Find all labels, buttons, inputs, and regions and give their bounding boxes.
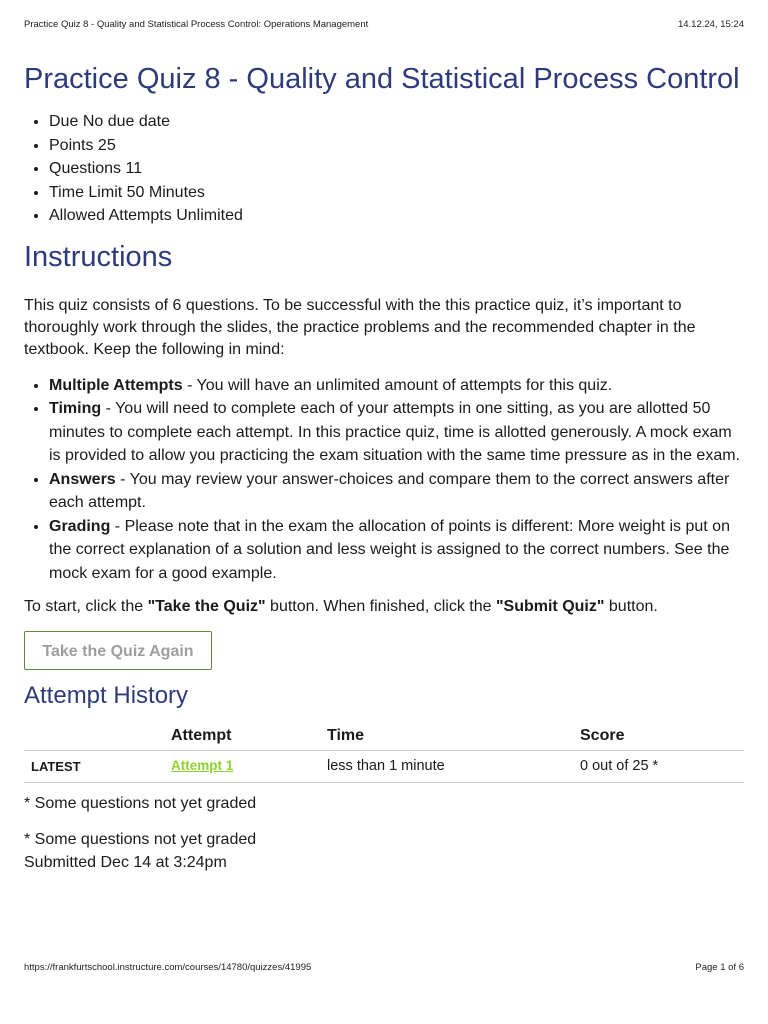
- instructions-intro: This quiz consists of 6 questions. To be successful with the this practice quiz, it’s important to thoroughly work through the slides, the practice problems and the recommended chapter in the textbook. Keep the following in mind:: [24, 296, 696, 358]
- attempt-1-link[interactable]: Attempt 1: [171, 758, 234, 773]
- submitted-timestamp: Submitted Dec 14 at 3:24pm: [24, 854, 227, 871]
- rule-answers: • Answers - You may review your answer-choices and compare them to the correct answers after each attempt.: [49, 468, 744, 515]
- attempt-history-table: [24, 721, 744, 783]
- attempt-score: 0 out of 25 *: [580, 751, 744, 783]
- column-header-tag: [24, 721, 171, 751]
- table-row: [24, 751, 744, 783]
- take-quiz-again-button[interactable]: Take the Quiz Again: [24, 631, 212, 670]
- column-header-attempt: Attempt: [171, 721, 327, 751]
- detail-points: • Points 25: [49, 134, 744, 158]
- submission-info: [24, 828, 744, 874]
- print-datetime: 14.12.24, 15:24: [677, 19, 744, 30]
- print-url: https://frankfurtschool.instructure.com/courses/14780/quizzes/41995: [24, 962, 312, 973]
- instructions-rules: [24, 374, 744, 586]
- rule-timing: • Timing - You will need to complete each of your attempts in one sitting, as you are allotted 50 minutes to complete each attempt. In this practice quiz, time is allotted generously. A mock exam is provided to allow you practicing the exam situation with the same time pressure as in the exam.: [49, 397, 744, 468]
- grading-note: * Some questions not yet graded: [24, 795, 257, 812]
- attempt-time: less than 1 minute: [327, 751, 580, 783]
- detail-due: • Due No due date: [49, 110, 744, 134]
- column-header-score: Score: [580, 721, 744, 751]
- table-header-row: [24, 721, 744, 751]
- detail-time-limit: • Time Limit 50 Minutes: [49, 181, 744, 205]
- detail-questions: • Questions 11: [49, 157, 744, 181]
- rule-grading: • Grading - Please note that in the exam the allocation of points is different: More weight is put on the correct explanation of a solution and less weight is assigned to the correct numbers. See the mock exam for a good example.: [49, 515, 744, 586]
- start-instructions: To start, click the "Take the Quiz" button. When finished, click the "Submit Quiz" button.: [24, 598, 658, 615]
- print-header: [24, 19, 744, 30]
- page-title: Practice Quiz 8 - Quality and Statistical Process Control: [24, 63, 740, 95]
- print-footer: [24, 962, 744, 973]
- detail-allowed-attempts: • Allowed Attempts Unlimited: [49, 204, 744, 228]
- latest-label: LATEST: [24, 751, 171, 783]
- rule-multiple-attempts: • Multiple Attempts - You will have an unlimited amount of attempts for this quiz.: [49, 374, 744, 398]
- print-doc-title: Practice Quiz 8 - Quality and Statistical Process Control: Operations Management: [24, 19, 369, 30]
- print-page-number: Page 1 of 6: [695, 962, 744, 973]
- main-content: [24, 58, 744, 874]
- grading-note-2: * Some questions not yet graded: [24, 831, 257, 848]
- instructions-heading: Instructions: [24, 240, 173, 273]
- quiz-details: [24, 110, 744, 228]
- column-header-time: Time: [327, 721, 580, 751]
- attempt-history-heading: Attempt History: [24, 682, 189, 709]
